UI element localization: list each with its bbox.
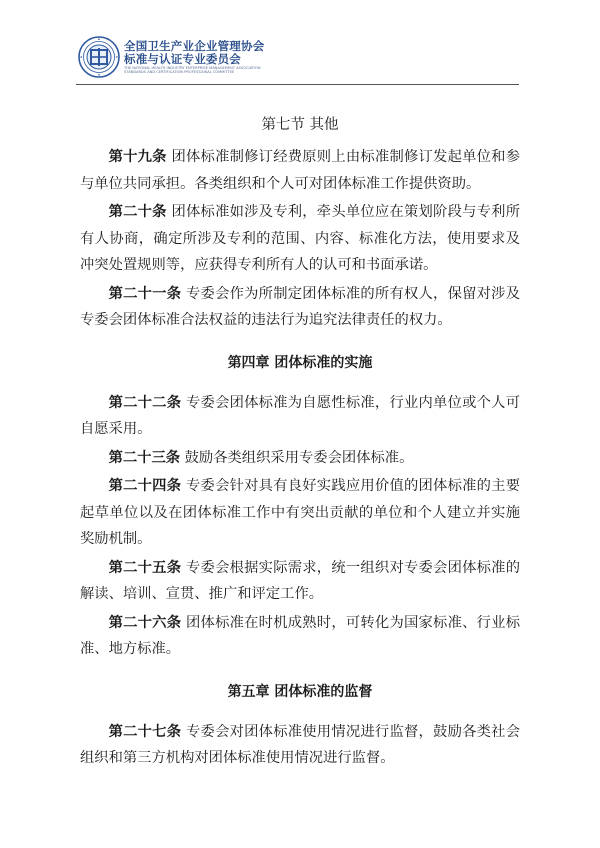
org-name-en-line1: THE NATIONAL HEALTH INDUSTRY ENTERPRISE MANAGEMENT ASSOCIATION: [124, 66, 261, 70]
section-title: 第七节 其他: [261, 117, 339, 133]
article-paragraph: [80, 199, 520, 279]
article-number: 第二十三条: [108, 449, 181, 466]
chapter-4-title: 第四章 团体标准的实施: [227, 354, 373, 371]
articles-group-b: [80, 390, 520, 663]
article-paragraph: [80, 390, 520, 443]
article-text: 团体标准在时机成熟时，可转化为国家标准、行业标准、地方标准。: [80, 614, 521, 657]
article-number: 第二十六条: [108, 614, 182, 631]
organization-name: [124, 40, 304, 75]
page-header: [0, 0, 600, 90]
article-number: 第二十一条: [108, 285, 182, 302]
article-number: 第二十七条: [108, 723, 182, 740]
article-text: 专委会对团体标准使用情况进行监督，鼓励各类社会组织和第三方机构对团体标准使用情况进行监督。: [80, 723, 521, 766]
article-number: 第二十五条: [108, 559, 182, 576]
article-paragraph: [80, 473, 520, 553]
article-text: 鼓励各类组织采用专委会团体标准。: [184, 449, 414, 466]
article-paragraph: [80, 555, 520, 608]
org-name-en-line2: STANDARDS AND CERTIFICATION PROFESSIONAL COMMITTEE: [124, 70, 235, 75]
article-number: 第二十条: [108, 204, 167, 220]
article-text: 团体标准制修订经费原则上由标准制修订发起单位和参与单位共同承担。各类组织和个人可对团体标准工作提供资助。: [80, 149, 521, 192]
article-number: 第二十四条: [108, 478, 182, 494]
article-number: 第十九条: [108, 149, 167, 165]
article-paragraph: [80, 445, 520, 472]
article-number: 第二十二条: [108, 394, 182, 411]
article-paragraph: [80, 144, 520, 197]
article-paragraph: [80, 610, 520, 663]
article-text: 专委会针对具有良好实践应用价值的团体标准的主要起草单位以及在团体标准工作中有突出贡献的单位和个人建立并实施奖励机制。: [80, 478, 521, 547]
article-paragraph: [80, 281, 520, 334]
articles-group-a: [80, 144, 520, 334]
article-text: 专委会根据实际需求，统一组织对专委会团体标准的解读、培训、宣贯、推广和评定工作。: [80, 559, 521, 602]
chapter-5-title: 第五章 团体标准的监督: [227, 683, 373, 700]
header-divider: [76, 84, 519, 85]
articles-group-c: [80, 719, 520, 772]
article-text: 团体标准如涉及专利，牵头单位应在策划阶段与专利所有人协商，确定所涉及专利的范围、内容、标准化方法，使用要求及冲突处置规则等，应获得专利所有人的认可和书面承诺。: [80, 204, 521, 273]
article-paragraph: [80, 719, 520, 772]
org-name-line2: 标准与认证专业委员会: [124, 52, 241, 66]
article-text: 专委会作为所制定团体标准的所有权人，保留对涉及专委会团体标准合法权益的违法行为追究法律责任的权力。: [80, 285, 521, 328]
article-text: 专委会团体标准为自愿性标准，行业内单位或个人可自愿采用。: [80, 394, 521, 437]
association-logo-icon: [78, 36, 120, 78]
document-body: [80, 112, 520, 774]
org-name-line1: 全国卫生产业企业管理协会: [124, 39, 265, 53]
